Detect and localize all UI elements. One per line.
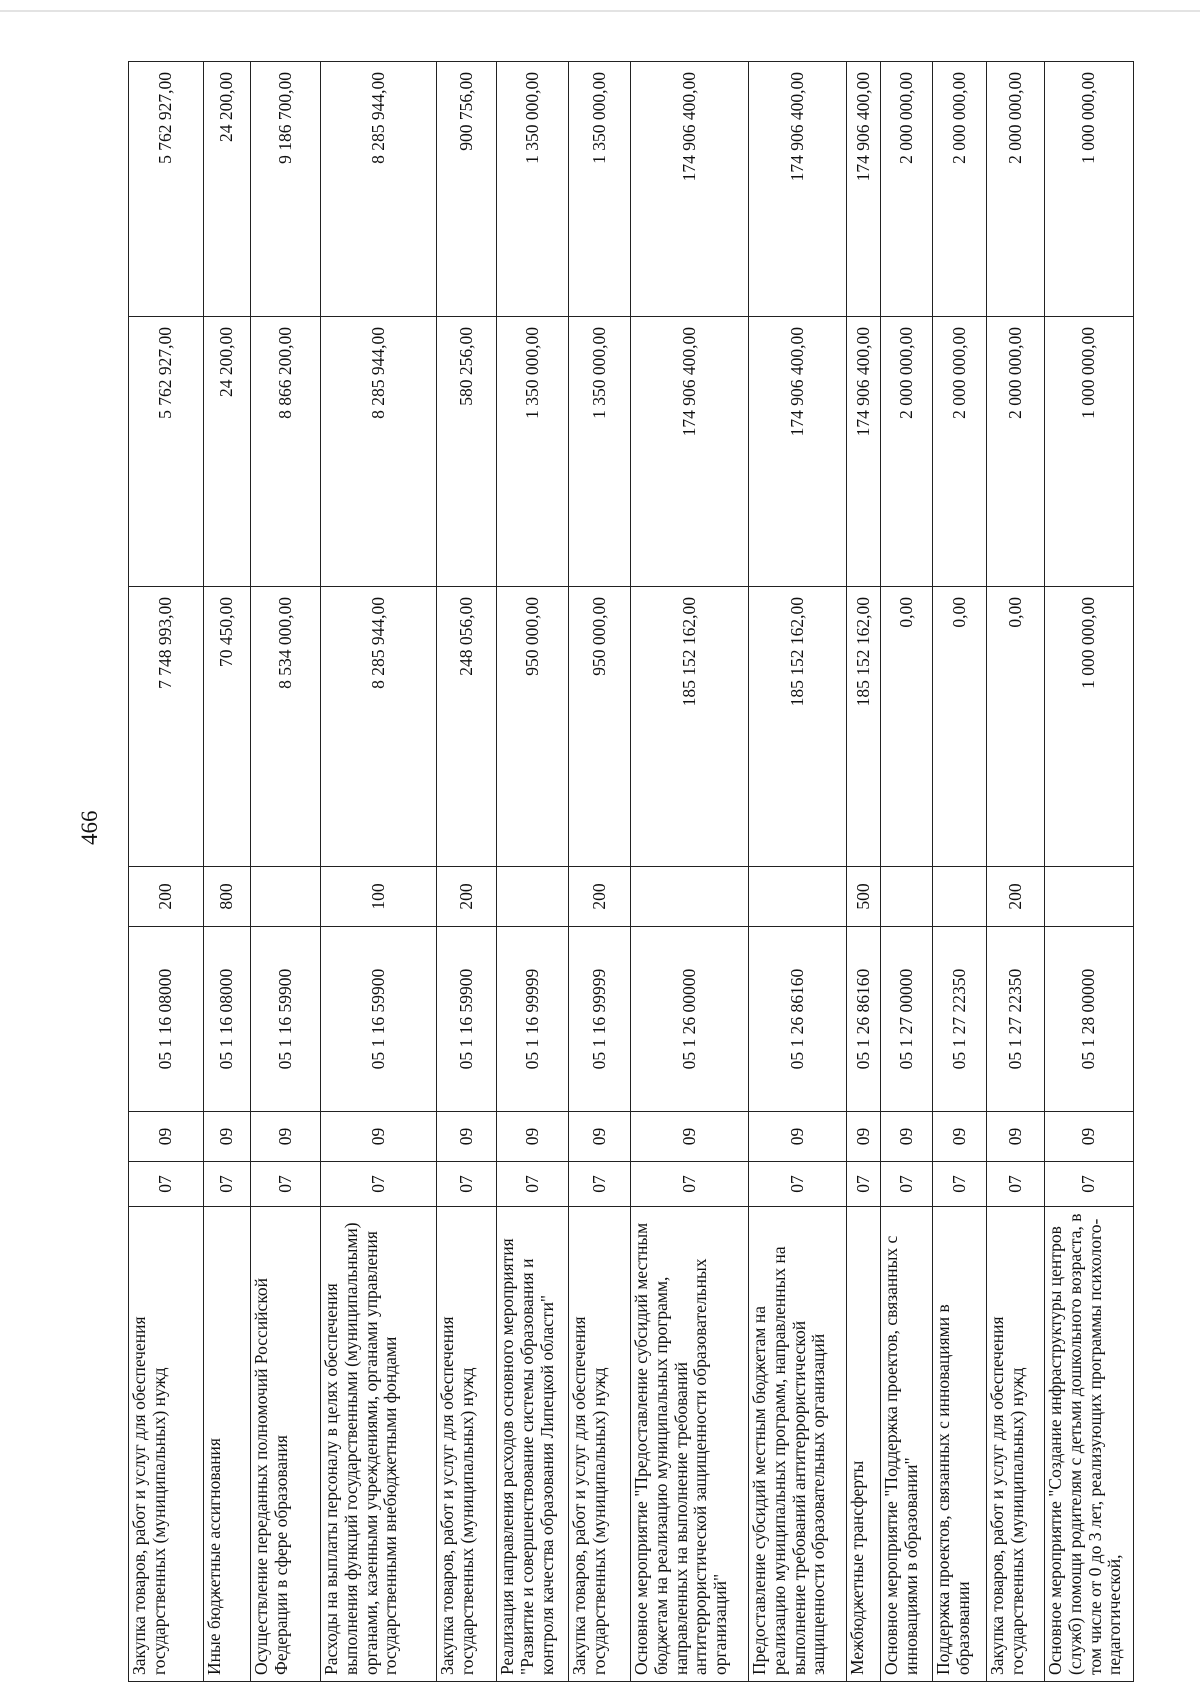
row-expense-type <box>749 867 847 927</box>
row-value-3: 1 350 000,00 <box>569 62 631 317</box>
row-subsection-code: 09 <box>569 1112 631 1162</box>
row-name: Межбюджетные трансферты <box>847 1207 881 1682</box>
row-section-code: 07 <box>569 1162 631 1207</box>
row-value-1: 0,00 <box>987 587 1045 867</box>
row-value-3: 9 186 700,00 <box>251 62 321 317</box>
row-value-3: 24 200,00 <box>204 62 251 317</box>
row-target-code: 05 1 27 22350 <box>933 927 987 1112</box>
row-value-2: 2 000 000,00 <box>881 317 933 587</box>
row-subsection-code: 09 <box>251 1112 321 1162</box>
row-value-1: 248 056,00 <box>437 587 497 867</box>
budget-table-rotated <box>128 62 1125 1682</box>
row-expense-type: 100 <box>321 867 437 927</box>
table-row <box>569 62 631 1682</box>
row-name: Основное мероприятие "Создание инфраструктуры центров (служб) помощи родителям с детьми дошкольного возраста, в том числе от 0 до 3 лет, реализующих программы психолого-педагогической, <box>1045 1207 1134 1682</box>
row-subsection-code: 09 <box>933 1112 987 1162</box>
row-section-code: 07 <box>749 1162 847 1207</box>
table-row <box>749 62 847 1682</box>
row-value-1: 185 152 162,00 <box>847 587 881 867</box>
row-expense-type <box>1045 867 1134 927</box>
row-value-2: 174 906 400,00 <box>749 317 847 587</box>
row-name: Иные бюджетные ассигнования <box>204 1207 251 1682</box>
row-expense-type <box>251 867 321 927</box>
row-name: Закупка товаров, работ и услуг для обеспечения государственных (муниципальных) нужд <box>129 1207 204 1682</box>
row-value-2: 2 000 000,00 <box>933 317 987 587</box>
table-row <box>631 62 749 1682</box>
row-value-3: 5 762 927,00 <box>129 62 204 317</box>
row-target-code: 05 1 26 86160 <box>749 927 847 1112</box>
row-value-2: 24 200,00 <box>204 317 251 587</box>
row-target-code: 05 1 16 59900 <box>251 927 321 1112</box>
table-row <box>847 62 881 1682</box>
table-row <box>881 62 933 1682</box>
scan-edge <box>0 10 1200 12</box>
row-name: Основное мероприятие "Предоставление субсидий местным бюджетам на реализацию муниципальных программ, направленных на выполнение требований антитеррористической защищенности образовательных организаций" <box>631 1207 749 1682</box>
row-value-3: 174 906 400,00 <box>631 62 749 317</box>
row-target-code: 05 1 16 99999 <box>497 927 569 1112</box>
row-target-code: 05 1 16 59900 <box>321 927 437 1112</box>
row-subsection-code: 09 <box>847 1112 881 1162</box>
row-value-1: 1 000 000,00 <box>1045 587 1134 867</box>
row-value-3: 2 000 000,00 <box>881 62 933 317</box>
row-section-code: 07 <box>437 1162 497 1207</box>
row-target-code: 05 1 26 86160 <box>847 927 881 1112</box>
row-name: Расходы на выплаты персоналу в целях обеспечения выполнения функций государственными (муниципальными) органами, казенными учреждениями, органами управления государственными внебюджетными фондами <box>321 1207 437 1682</box>
row-subsection-code: 09 <box>129 1112 204 1162</box>
row-expense-type <box>933 867 987 927</box>
row-target-code: 05 1 16 99999 <box>569 927 631 1112</box>
row-name: Осуществление переданных полномочий Российской Федерации в сфере образования <box>251 1207 321 1682</box>
row-target-code: 05 1 16 59900 <box>437 927 497 1112</box>
table-row <box>251 62 321 1682</box>
row-name: Реализация направления расходов основного мероприятия "Развитие и совершенствование системы образования и контроля качества образования Липецкой области" <box>497 1207 569 1682</box>
row-subsection-code: 09 <box>497 1112 569 1162</box>
row-subsection-code: 09 <box>987 1112 1045 1162</box>
table-row <box>987 62 1045 1682</box>
row-value-2: 5 762 927,00 <box>129 317 204 587</box>
row-target-code: 05 1 16 08000 <box>204 927 251 1112</box>
row-section-code: 07 <box>321 1162 437 1207</box>
table-row <box>321 62 437 1682</box>
row-value-2: 580 256,00 <box>437 317 497 587</box>
row-section-code: 07 <box>251 1162 321 1207</box>
row-value-2: 1 350 000,00 <box>497 317 569 587</box>
row-name: Предоставление субсидий местным бюджетам на реализацию муниципальных программ, направленных на выполнение требований антитеррористической защищенности образовательных организаций <box>749 1207 847 1682</box>
row-value-3: 2 000 000,00 <box>933 62 987 317</box>
row-expense-type: 800 <box>204 867 251 927</box>
row-value-1: 185 152 162,00 <box>631 587 749 867</box>
row-value-3: 174 906 400,00 <box>749 62 847 317</box>
row-expense-type: 200 <box>437 867 497 927</box>
row-expense-type <box>497 867 569 927</box>
budget-table <box>128 61 1134 1682</box>
row-target-code: 05 1 27 00000 <box>881 927 933 1112</box>
row-target-code: 05 1 28 00000 <box>1045 927 1134 1112</box>
row-value-3: 1 350 000,00 <box>497 62 569 317</box>
row-section-code: 07 <box>933 1162 987 1207</box>
row-target-code: 05 1 16 08000 <box>129 927 204 1112</box>
row-value-2: 1 000 000,00 <box>1045 317 1134 587</box>
row-expense-type: 200 <box>987 867 1045 927</box>
row-expense-type: 200 <box>129 867 204 927</box>
row-value-1: 70 450,00 <box>204 587 251 867</box>
row-subsection-code: 09 <box>881 1112 933 1162</box>
row-subsection-code: 09 <box>1045 1112 1134 1162</box>
row-value-2: 174 906 400,00 <box>631 317 749 587</box>
row-value-2: 8 285 944,00 <box>321 317 437 587</box>
row-value-1: 0,00 <box>933 587 987 867</box>
row-name: Закупка товаров, работ и услуг для обеспечения государственных (муниципальных) нужд <box>987 1207 1045 1682</box>
table-row <box>204 62 251 1682</box>
table-row <box>497 62 569 1682</box>
table-row <box>437 62 497 1682</box>
row-section-code: 07 <box>987 1162 1045 1207</box>
row-value-1: 950 000,00 <box>497 587 569 867</box>
row-section-code: 07 <box>631 1162 749 1207</box>
row-section-code: 07 <box>204 1162 251 1207</box>
row-subsection-code: 09 <box>437 1112 497 1162</box>
table-row <box>933 62 987 1682</box>
row-value-2: 1 350 000,00 <box>569 317 631 587</box>
row-name: Поддержка проектов, связанных с инновациями в образовании <box>933 1207 987 1682</box>
row-expense-type <box>881 867 933 927</box>
row-value-2: 174 906 400,00 <box>847 317 881 587</box>
row-value-3: 900 756,00 <box>437 62 497 317</box>
table-row <box>129 62 204 1682</box>
row-expense-type: 500 <box>847 867 881 927</box>
row-value-1: 0,00 <box>881 587 933 867</box>
row-value-1: 950 000,00 <box>569 587 631 867</box>
row-subsection-code: 09 <box>631 1112 749 1162</box>
row-target-code: 05 1 27 22350 <box>987 927 1045 1112</box>
row-name: Закупка товаров, работ и услуг для обеспечения государственных (муниципальных) нужд <box>569 1207 631 1682</box>
row-value-1: 7 748 993,00 <box>129 587 204 867</box>
row-expense-type <box>631 867 749 927</box>
row-value-2: 8 866 200,00 <box>251 317 321 587</box>
row-value-3: 1 000 000,00 <box>1045 62 1134 317</box>
row-subsection-code: 09 <box>204 1112 251 1162</box>
row-value-1: 185 152 162,00 <box>749 587 847 867</box>
row-subsection-code: 09 <box>749 1112 847 1162</box>
row-expense-type: 200 <box>569 867 631 927</box>
row-value-3: 174 906 400,00 <box>847 62 881 317</box>
row-subsection-code: 09 <box>321 1112 437 1162</box>
row-value-1: 8 285 944,00 <box>321 587 437 867</box>
row-name: Закупка товаров, работ и услуг для обеспечения государственных (муниципальных) нужд <box>437 1207 497 1682</box>
row-name: Основное мероприятие "Поддержка проектов, связанных с инновациями в образовании" <box>881 1207 933 1682</box>
row-section-code: 07 <box>129 1162 204 1207</box>
row-value-1: 8 534 000,00 <box>251 587 321 867</box>
row-section-code: 07 <box>847 1162 881 1207</box>
row-section-code: 07 <box>881 1162 933 1207</box>
row-value-3: 2 000 000,00 <box>987 62 1045 317</box>
row-target-code: 05 1 26 00000 <box>631 927 749 1112</box>
row-section-code: 07 <box>1045 1162 1134 1207</box>
row-value-2: 2 000 000,00 <box>987 317 1045 587</box>
table-row <box>1045 62 1134 1682</box>
row-section-code: 07 <box>497 1162 569 1207</box>
row-value-3: 8 285 944,00 <box>321 62 437 317</box>
page-number: 466 <box>77 810 102 845</box>
